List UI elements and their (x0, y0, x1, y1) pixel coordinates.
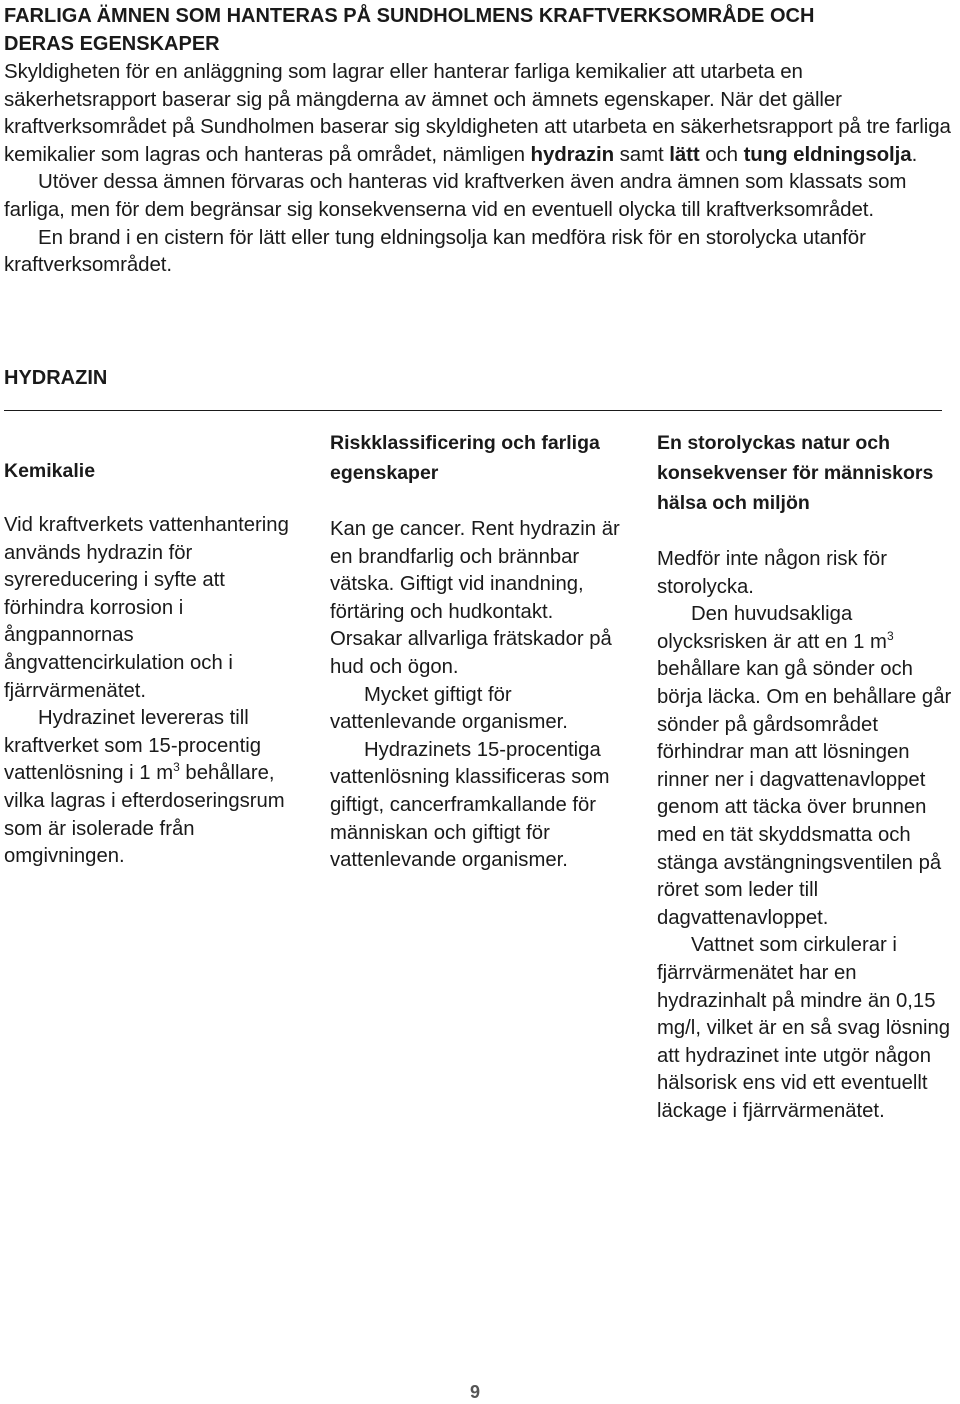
column-text: behållare kan gå sönder och börja läcka. Om en behållare går sönder på gårdsområdet förhindrar man att lösningen rinner ner i dagvattenavloppet genom att täcka över brunnen med en tät skyddsmatta och stänga avstängningsventilen på röret som leder till dagvattenavloppet. (657, 658, 952, 929)
column-paragraph-1: Vid kraftverkets vattenhantering används hydrazin för syrereducering i syfte att förhindra korrosion i ångpannornas ångvattencirkulation och i fjärrvärmenätet. (4, 514, 289, 702)
intro-paragraph-1 (4, 58, 952, 168)
superscript: 3 (173, 760, 180, 775)
intro-paragraph-2: Utöver dessa ämnen förvaras och hanteras vid kraftverken även andra ämnen som klassats som farliga, men för dem begränsar sig konsekvenserna vid en eventuell olycka till kraftverksområdet. (4, 170, 907, 221)
column-heading: En storolyckas natur och konsekvenser för människors hälsa och miljön (657, 432, 934, 514)
page-number: 9 (469, 1382, 480, 1402)
main-heading (4, 2, 952, 58)
column-paragraph-3: Vattnet som cirkulerar i fjärrvärmenätet har en hydrazinhalt på mindre än 0,15 mg/l, vilket är en så svag lösning att hydrazinet inte utgör någon hälsorisk ens vid ett eventuellt läckage i fjärrvärmenätet. (657, 934, 951, 1122)
main-heading-line-2: DERAS EGENSKAPER (4, 33, 220, 55)
main-heading-line-1: FARLIGA ÄMNEN SOM HANTERAS PÅ SUNDHOLMENS KRAFTVERKSOMRÅDE OCH (4, 5, 815, 27)
column-text: behållare, vilka lagras i efterdoseringsrum som är isolerade från omgivningen. (4, 762, 285, 868)
column-paragraph-2 (657, 601, 960, 932)
column-paragraph-3: Hydrazinets 15-procentiga vattenlösning klassificeras som giftigt, cancerframkallande för människan och giftigt för vattenlevande organismer. (330, 738, 610, 872)
column-heading: Kemikalie (4, 460, 96, 482)
column-text: Hydrazinet levereras till kraftverket som 15-procentig vattenlösning i 1 m (4, 707, 262, 785)
column-kemikalie (4, 428, 304, 871)
superscript: 3 (886, 628, 894, 643)
column-storolycka (657, 428, 960, 1125)
column-riskklassificering (330, 428, 630, 875)
bold-term-latt: lätt (669, 142, 700, 166)
intro-section (4, 2, 952, 279)
section-heading: HYDRAZIN (4, 367, 108, 389)
column-paragraph-1: Kan ge cancer. Rent hydrazin är en brandfarlig och brännbar vätska. Giftigt vid inandning, förtäring och hudkontakt. Orsakar allvarliga frätskador på hud och ögon. (330, 518, 620, 678)
bold-term-tung-eldningsolja: tung eldningsolja (743, 142, 912, 166)
column-paragraph-1: Medför inte någon risk för storolycka. (657, 548, 887, 598)
column-text: Den huvudsakliga olycksrisken är att en 1 m (657, 603, 887, 653)
intro-text: Skyldigheten för en anläggning som lagrar eller hanterar farliga kemikalier att utarbeta en säkerhetsrapport baserar sig på mängderna av ämnet och ämnets egenskaper. När det gäller kraftverksområdet på Sundholmen baserar sig skyldigheten att utarbeta en säkerhetsrapport på tre farliga kemikalier som lagras och hanteras på området, nämligen (4, 60, 951, 166)
bold-term-hydrazin: hydrazin (530, 142, 615, 166)
intro-text: och (699, 142, 744, 166)
column-heading: Riskklassificering och farliga egenskaper (330, 432, 600, 484)
column-paragraph-2: Mycket giftigt för vattenlevande organismer. (330, 683, 568, 734)
intro-text: samt (614, 142, 670, 166)
column-paragraph-2 (4, 705, 304, 871)
section-divider (4, 410, 942, 411)
intro-text: . (911, 142, 918, 166)
intro-paragraph-3: En brand i en cistern för lätt eller tung eldningsolja kan medföra risk för en storolycka utanför kraftverksområdet. (4, 225, 866, 277)
